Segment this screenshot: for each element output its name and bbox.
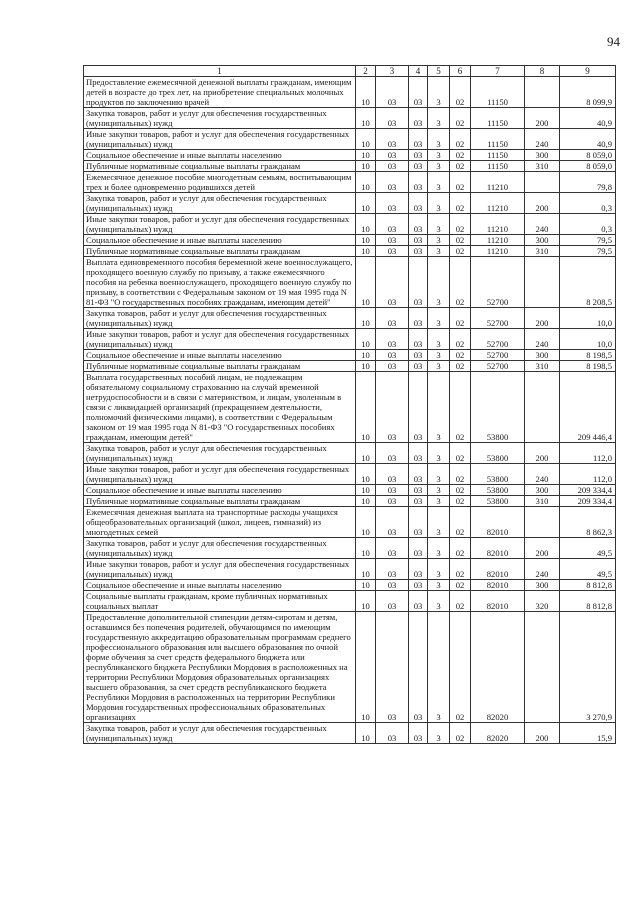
row-expense-type <box>525 507 560 538</box>
table-row <box>84 591 616 612</box>
table-row <box>84 538 616 559</box>
row-program: 03 <box>409 108 428 129</box>
header-col-4: 4 <box>409 66 428 77</box>
row-subprogram: 3 <box>428 485 450 496</box>
row-expense-type: 200 <box>525 308 560 329</box>
row-expense-type: 310 <box>525 246 560 257</box>
row-expense-type: 200 <box>525 443 560 464</box>
row-expense-type: 300 <box>525 485 560 496</box>
row-description: Иные закупки товаров, работ и услуг для обеспечения государственных (муниципальных) нужд <box>84 329 356 350</box>
row-direction: 82010 <box>471 559 525 580</box>
row-direction: 11210 <box>471 172 525 193</box>
row-amount: 8 812,8 <box>560 591 616 612</box>
row-direction: 82010 <box>471 580 525 591</box>
row-subsection: 03 <box>376 161 409 172</box>
row-description: Ежемесячная денежная выплата на транспортные расходы учащихся общеобразовательных организаций (школ, лицеев, гимназий) из многодетных семей <box>84 507 356 538</box>
budget-table <box>83 65 616 744</box>
row-main-activity: 02 <box>450 193 471 214</box>
row-subsection: 03 <box>376 129 409 150</box>
row-section: 10 <box>356 150 376 161</box>
row-amount: 8 059,0 <box>560 150 616 161</box>
header-col-7: 7 <box>471 66 525 77</box>
row-main-activity: 02 <box>450 507 471 538</box>
row-direction: 11210 <box>471 214 525 235</box>
row-main-activity: 02 <box>450 308 471 329</box>
row-subsection: 03 <box>376 329 409 350</box>
row-description: Выплата государственных пособий лицам, не подлежащим обязательному социальному страхованию на случай временной нетрудоспособности и в связи с материнством, и лицам, уволенным в связи с ликвидацией организаций (прекращением деятельности, полномочий физическими лицами), в соответствии с Федеральным законом от 19 мая 1995 года N 81-ФЗ "О государственных пособиях гражданам, имеющим детей" <box>84 372 356 443</box>
row-main-activity: 02 <box>450 591 471 612</box>
row-direction: 11150 <box>471 108 525 129</box>
row-description: Публичные нормативные социальные выплаты гражданам <box>84 361 356 372</box>
row-expense-type: 320 <box>525 591 560 612</box>
row-section: 10 <box>356 246 376 257</box>
row-program: 03 <box>409 464 428 485</box>
page-number: 94 <box>607 34 620 49</box>
row-program: 03 <box>409 308 428 329</box>
row-direction: 82010 <box>471 538 525 559</box>
row-section: 10 <box>356 257 376 308</box>
row-subprogram: 3 <box>428 580 450 591</box>
table-row <box>84 443 616 464</box>
table-row <box>84 257 616 308</box>
row-direction: 52700 <box>471 361 525 372</box>
row-direction: 11210 <box>471 246 525 257</box>
table-row <box>84 150 616 161</box>
row-main-activity: 02 <box>450 329 471 350</box>
row-subprogram: 3 <box>428 150 450 161</box>
row-subsection: 03 <box>376 257 409 308</box>
row-subsection: 03 <box>376 372 409 443</box>
table-row <box>84 235 616 246</box>
table-row <box>84 612 616 723</box>
row-main-activity: 02 <box>450 464 471 485</box>
row-description: Закупка товаров, работ и услуг для обеспечения государственных (муниципальных) нужд <box>84 538 356 559</box>
row-program: 03 <box>409 77 428 108</box>
row-program: 03 <box>409 485 428 496</box>
row-direction: 11150 <box>471 77 525 108</box>
row-amount: 112,0 <box>560 464 616 485</box>
row-expense-type: 300 <box>525 350 560 361</box>
row-description: Публичные нормативные социальные выплаты гражданам <box>84 246 356 257</box>
row-subprogram: 3 <box>428 350 450 361</box>
row-program: 03 <box>409 443 428 464</box>
row-direction: 82010 <box>471 507 525 538</box>
row-section: 10 <box>356 361 376 372</box>
row-section: 10 <box>356 129 376 150</box>
row-subprogram: 3 <box>428 559 450 580</box>
row-section: 10 <box>356 538 376 559</box>
row-expense-type: 300 <box>525 235 560 246</box>
row-amount: 8 812,8 <box>560 580 616 591</box>
row-amount: 209 446,4 <box>560 372 616 443</box>
table-row <box>84 464 616 485</box>
header-col-5: 5 <box>428 66 450 77</box>
row-expense-type: 200 <box>525 193 560 214</box>
row-subsection: 03 <box>376 308 409 329</box>
row-program: 03 <box>409 129 428 150</box>
header-col-3: 3 <box>376 66 409 77</box>
row-description: Иные закупки товаров, работ и услуг для обеспечения государственных (муниципальных) нужд <box>84 559 356 580</box>
row-expense-type <box>525 172 560 193</box>
header-col-2: 2 <box>356 66 376 77</box>
row-subsection: 03 <box>376 172 409 193</box>
row-expense-type: 200 <box>525 108 560 129</box>
row-subprogram: 3 <box>428 507 450 538</box>
row-main-activity: 02 <box>450 485 471 496</box>
row-expense-type: 200 <box>525 723 560 744</box>
table-row <box>84 77 616 108</box>
row-amount: 8 862,3 <box>560 507 616 538</box>
row-amount: 79,5 <box>560 246 616 257</box>
row-subprogram: 3 <box>428 161 450 172</box>
row-main-activity: 02 <box>450 161 471 172</box>
row-program: 03 <box>409 496 428 507</box>
row-main-activity: 02 <box>450 172 471 193</box>
row-main-activity: 02 <box>450 257 471 308</box>
row-subsection: 03 <box>376 612 409 723</box>
table-body <box>84 66 616 744</box>
row-subsection: 03 <box>376 485 409 496</box>
row-subsection: 03 <box>376 108 409 129</box>
row-amount: 49,5 <box>560 538 616 559</box>
row-expense-type: 240 <box>525 559 560 580</box>
row-subprogram: 3 <box>428 496 450 507</box>
table-row <box>84 507 616 538</box>
row-subprogram: 3 <box>428 464 450 485</box>
row-main-activity: 02 <box>450 496 471 507</box>
row-section: 10 <box>356 329 376 350</box>
row-amount: 40,9 <box>560 108 616 129</box>
row-program: 03 <box>409 612 428 723</box>
row-subprogram: 3 <box>428 193 450 214</box>
row-direction: 53800 <box>471 372 525 443</box>
row-description: Закупка товаров, работ и услуг для обеспечения государственных (муниципальных) нужд <box>84 723 356 744</box>
row-program: 03 <box>409 361 428 372</box>
row-description: Закупка товаров, работ и услуг для обеспечения государственных (муниципальных) нужд <box>84 193 356 214</box>
row-amount: 8 208,5 <box>560 257 616 308</box>
row-program: 03 <box>409 372 428 443</box>
row-section: 10 <box>356 591 376 612</box>
table-row <box>84 329 616 350</box>
row-amount: 40,9 <box>560 129 616 150</box>
row-subsection: 03 <box>376 591 409 612</box>
row-subprogram: 3 <box>428 329 450 350</box>
row-subprogram: 3 <box>428 246 450 257</box>
row-program: 03 <box>409 235 428 246</box>
row-direction: 52700 <box>471 257 525 308</box>
row-amount: 8 099,9 <box>560 77 616 108</box>
row-expense-type <box>525 77 560 108</box>
row-main-activity: 02 <box>450 443 471 464</box>
row-subprogram: 3 <box>428 612 450 723</box>
row-subsection: 03 <box>376 507 409 538</box>
table-row <box>84 372 616 443</box>
row-amount: 10,0 <box>560 329 616 350</box>
row-main-activity: 02 <box>450 214 471 235</box>
table-row <box>84 129 616 150</box>
header-col-9: 9 <box>560 66 616 77</box>
row-expense-type: 300 <box>525 150 560 161</box>
row-main-activity: 02 <box>450 723 471 744</box>
row-description: Публичные нормативные социальные выплаты гражданам <box>84 161 356 172</box>
row-description: Социальное обеспечение и иные выплаты населению <box>84 150 356 161</box>
row-program: 03 <box>409 507 428 538</box>
row-description: Социальное обеспечение и иные выплаты населению <box>84 485 356 496</box>
row-main-activity: 02 <box>450 235 471 246</box>
row-section: 10 <box>356 612 376 723</box>
row-amount: 49,5 <box>560 559 616 580</box>
row-amount: 209 334,4 <box>560 485 616 496</box>
row-direction: 82020 <box>471 723 525 744</box>
table-header-row <box>84 66 616 77</box>
row-description: Социальное обеспечение и иные выплаты населению <box>84 350 356 361</box>
row-subsection: 03 <box>376 559 409 580</box>
table-row <box>84 214 616 235</box>
row-direction: 11150 <box>471 161 525 172</box>
row-subsection: 03 <box>376 214 409 235</box>
row-description: Закупка товаров, работ и услуг для обеспечения государственных (муниципальных) нужд <box>84 443 356 464</box>
row-section: 10 <box>356 108 376 129</box>
row-main-activity: 02 <box>450 372 471 443</box>
row-main-activity: 02 <box>450 350 471 361</box>
row-program: 03 <box>409 161 428 172</box>
row-program: 03 <box>409 591 428 612</box>
row-section: 10 <box>356 580 376 591</box>
table-row <box>84 108 616 129</box>
row-subprogram: 3 <box>428 77 450 108</box>
row-section: 10 <box>356 193 376 214</box>
row-section: 10 <box>356 308 376 329</box>
row-program: 03 <box>409 246 428 257</box>
table-row <box>84 723 616 744</box>
row-direction: 11150 <box>471 129 525 150</box>
row-main-activity: 02 <box>450 246 471 257</box>
row-section: 10 <box>356 172 376 193</box>
row-subsection: 03 <box>376 150 409 161</box>
row-direction: 11150 <box>471 150 525 161</box>
row-description: Ежемесячное денежное пособие многодетным семьям, воспитывающим трех и более одновременно родившихся детей <box>84 172 356 193</box>
row-section: 10 <box>356 443 376 464</box>
row-expense-type: 310 <box>525 361 560 372</box>
row-subsection: 03 <box>376 496 409 507</box>
row-description: Публичные нормативные социальные выплаты гражданам <box>84 496 356 507</box>
row-direction: 52700 <box>471 329 525 350</box>
row-expense-type: 240 <box>525 214 560 235</box>
row-program: 03 <box>409 214 428 235</box>
row-subprogram: 3 <box>428 172 450 193</box>
row-direction: 82010 <box>471 591 525 612</box>
row-section: 10 <box>356 496 376 507</box>
row-subprogram: 3 <box>428 723 450 744</box>
table-row <box>84 496 616 507</box>
row-description: Социальные выплаты гражданам, кроме публичных нормативных социальных выплат <box>84 591 356 612</box>
row-subsection: 03 <box>376 580 409 591</box>
row-expense-type: 240 <box>525 329 560 350</box>
row-expense-type: 240 <box>525 464 560 485</box>
row-description: Предоставление ежемесячной денежной выплаты гражданам, имеющим детей в возрасте до трех лет, на приобретение специальных молочных продуктов по заключению врачей <box>84 77 356 108</box>
row-program: 03 <box>409 723 428 744</box>
row-subsection: 03 <box>376 350 409 361</box>
header-col-8: 8 <box>525 66 560 77</box>
row-description: Предоставление дополнительной стипендии детям-сиротам и детям, оставшимся без попечения родителей, обучающимся по имеющим государственную аккредитацию образовательным программам среднего профессионального образования или высшего образования по очной форме обучения за счет средств федерального бюджета или республиканского бюджета Республики Мордовия в расположенных на территории Республики Мордовия образовательных организациях высшего образования, за счет средств республиканского бюджета Республики Мордовия в расположенных на территории Республики Мордовия государственных профессиональных образовательных организациях <box>84 612 356 723</box>
row-section: 10 <box>356 214 376 235</box>
row-subsection: 03 <box>376 193 409 214</box>
row-subprogram: 3 <box>428 538 450 559</box>
row-program: 03 <box>409 538 428 559</box>
row-section: 10 <box>356 77 376 108</box>
row-program: 03 <box>409 350 428 361</box>
row-amount: 3 270,9 <box>560 612 616 723</box>
row-program: 03 <box>409 580 428 591</box>
row-description: Закупка товаров, работ и услуг для обеспечения государственных (муниципальных) нужд <box>84 108 356 129</box>
row-expense-type <box>525 372 560 443</box>
row-subsection: 03 <box>376 235 409 246</box>
row-subprogram: 3 <box>428 361 450 372</box>
row-description: Закупка товаров, работ и услуг для обеспечения государственных (муниципальных) нужд <box>84 308 356 329</box>
row-program: 03 <box>409 193 428 214</box>
row-direction: 53800 <box>471 496 525 507</box>
row-amount: 8 198,5 <box>560 350 616 361</box>
row-amount: 0,3 <box>560 193 616 214</box>
row-subsection: 03 <box>376 77 409 108</box>
row-amount: 10,0 <box>560 308 616 329</box>
row-expense-type <box>525 612 560 723</box>
row-expense-type: 310 <box>525 161 560 172</box>
row-direction: 11210 <box>471 235 525 246</box>
row-subprogram: 3 <box>428 129 450 150</box>
row-expense-type: 310 <box>525 496 560 507</box>
header-col-1: 1 <box>84 66 356 77</box>
row-direction: 52700 <box>471 350 525 361</box>
row-section: 10 <box>356 235 376 246</box>
row-description: Иные закупки товаров, работ и услуг для обеспечения государственных (муниципальных) нужд <box>84 214 356 235</box>
row-expense-type: 240 <box>525 129 560 150</box>
row-amount: 15,9 <box>560 723 616 744</box>
row-amount: 8 198,5 <box>560 361 616 372</box>
row-program: 03 <box>409 257 428 308</box>
row-section: 10 <box>356 372 376 443</box>
row-subsection: 03 <box>376 443 409 464</box>
row-subprogram: 3 <box>428 108 450 129</box>
row-program: 03 <box>409 150 428 161</box>
row-main-activity: 02 <box>450 538 471 559</box>
row-direction: 82020 <box>471 612 525 723</box>
row-subsection: 03 <box>376 246 409 257</box>
row-subprogram: 3 <box>428 214 450 235</box>
table-row <box>84 485 616 496</box>
row-main-activity: 02 <box>450 129 471 150</box>
row-section: 10 <box>356 464 376 485</box>
row-description: Выплата единовременного пособия беременной жене военнослужащего, проходящего военную службу по призыву, а также ежемесячного пособия на ребенка военнослужащего, проходящего военную службу по призыву, в соответствии с Федеральным законом от 19 мая 1995 года N 81-ФЗ "О государственных пособиях гражданам, имеющим детей" <box>84 257 356 308</box>
row-subsection: 03 <box>376 723 409 744</box>
row-description: Иные закупки товаров, работ и услуг для обеспечения государственных (муниципальных) нужд <box>84 464 356 485</box>
row-subprogram: 3 <box>428 591 450 612</box>
row-section: 10 <box>356 559 376 580</box>
row-section: 10 <box>356 723 376 744</box>
row-subprogram: 3 <box>428 235 450 246</box>
row-main-activity: 02 <box>450 361 471 372</box>
row-expense-type: 200 <box>525 538 560 559</box>
table-row <box>84 559 616 580</box>
table-row <box>84 172 616 193</box>
table-row <box>84 580 616 591</box>
row-program: 03 <box>409 172 428 193</box>
row-description: Социальное обеспечение и иные выплаты населению <box>84 580 356 591</box>
table-row <box>84 193 616 214</box>
row-direction: 11210 <box>471 193 525 214</box>
row-program: 03 <box>409 329 428 350</box>
row-amount: 209 334,4 <box>560 496 616 507</box>
row-direction: 53800 <box>471 485 525 496</box>
row-subsection: 03 <box>376 464 409 485</box>
row-description: Иные закупки товаров, работ и услуг для обеспечения государственных (муниципальных) нужд <box>84 129 356 150</box>
row-program: 03 <box>409 559 428 580</box>
row-subprogram: 3 <box>428 443 450 464</box>
row-subprogram: 3 <box>428 308 450 329</box>
row-section: 10 <box>356 507 376 538</box>
row-amount: 0,3 <box>560 214 616 235</box>
row-description: Социальное обеспечение и иные выплаты населению <box>84 235 356 246</box>
row-main-activity: 02 <box>450 559 471 580</box>
row-expense-type: 300 <box>525 580 560 591</box>
row-main-activity: 02 <box>450 612 471 723</box>
row-subsection: 03 <box>376 361 409 372</box>
row-main-activity: 02 <box>450 108 471 129</box>
table-row <box>84 246 616 257</box>
table-row <box>84 350 616 361</box>
table-row <box>84 161 616 172</box>
table-row <box>84 361 616 372</box>
row-amount: 8 059,0 <box>560 161 616 172</box>
row-subprogram: 3 <box>428 372 450 443</box>
header-col-6: 6 <box>450 66 471 77</box>
row-section: 10 <box>356 350 376 361</box>
row-main-activity: 02 <box>450 150 471 161</box>
row-subprogram: 3 <box>428 257 450 308</box>
row-main-activity: 02 <box>450 77 471 108</box>
table-row <box>84 308 616 329</box>
row-direction: 52700 <box>471 308 525 329</box>
row-expense-type <box>525 257 560 308</box>
row-subsection: 03 <box>376 538 409 559</box>
row-direction: 53800 <box>471 464 525 485</box>
row-direction: 53800 <box>471 443 525 464</box>
row-section: 10 <box>356 161 376 172</box>
row-amount: 112,0 <box>560 443 616 464</box>
row-amount: 79,5 <box>560 235 616 246</box>
row-section: 10 <box>356 485 376 496</box>
row-main-activity: 02 <box>450 580 471 591</box>
row-amount: 79,8 <box>560 172 616 193</box>
